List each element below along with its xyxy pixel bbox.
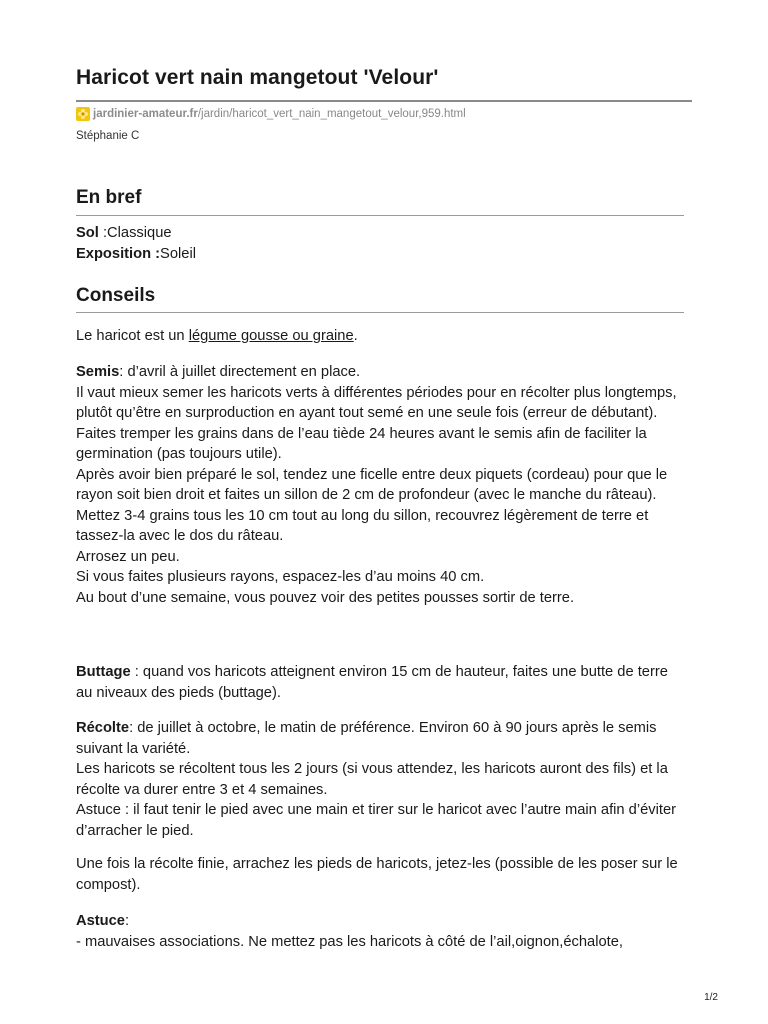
page-title: Haricot vert nain mangetout 'Velour' — [76, 66, 439, 89]
source-domain[interactable]: jardinier-amateur.fr — [93, 108, 198, 120]
sol-line — [76, 223, 688, 244]
conseils-divider — [76, 312, 684, 313]
astuce-separator: : — [124, 913, 130, 929]
intro-suffix: . — [353, 328, 358, 344]
semis-label: Semis — [76, 364, 120, 380]
astuce-paragraph — [76, 911, 688, 952]
buttage-paragraph — [76, 662, 688, 703]
semis-line: Après avoir bien préparé le sol, tendez une ficelle entre deux piquets (cordeau) pour que le rayon soit bien droit et faites un sillon de 2 cm de profondeur (avec le manche du râteau). — [76, 466, 668, 503]
recolte-paragraph — [76, 718, 688, 841]
semis-line: Il vaut mieux semer les haricots verts à différentes périodes pour en récolter plus longtemps, plutôt qu’être en surproduction en ayant tout semé en une seule fois (erreur de débutant). — [76, 384, 677, 421]
buttage-text: : quand vos haricots atteignent environ 15 cm de hauteur, faites une butte de terre au niveaux des pieds (buttage). — [76, 664, 668, 701]
recolte-line: Astuce : il faut tenir le pied avec une main et tirer sur le haricot avec l’autre main afin d’éviter d’arracher le pied. — [76, 802, 677, 839]
buttage-label: Buttage — [76, 664, 131, 680]
semis-text: : d’avril à juillet directement en place. — [119, 364, 361, 380]
intro-prefix: Le haricot est un — [76, 328, 189, 344]
legume-gousse-link[interactable]: légume gousse ou graine — [188, 328, 354, 344]
astuce-line: - mauvaises associations. Ne mettez pas les haricots à côté de l’ail,oignon,échalote, — [76, 933, 623, 950]
fin-recolte-text: Une fois la récolte finie, arrachez les pieds de haricots, jetez-les (possible de les poser sur le compost). — [76, 856, 678, 893]
title-divider — [76, 100, 692, 102]
exposition-label: Exposition : — [76, 245, 161, 262]
page-number: 1/2 — [704, 992, 718, 1003]
source-url[interactable] — [76, 107, 466, 121]
sol-separator: : — [98, 225, 108, 241]
fin-recolte-paragraph — [76, 854, 688, 895]
recolte-label: Récolte — [76, 720, 130, 736]
section-heading-conseils: Conseils — [76, 285, 156, 306]
sol-value: Classique — [107, 225, 172, 241]
sol-label: Sol — [76, 225, 99, 241]
en-bref-divider — [76, 215, 684, 216]
author-name: Stéphanie C — [76, 130, 140, 142]
en-bref-content — [76, 223, 688, 264]
semis-line: Au bout d’une semaine, vous pouvez voir des petites pousses sortir de terre. — [76, 589, 575, 606]
flower-favicon-icon — [76, 107, 90, 121]
semis-line: Faites tremper les grains dans de l’eau tiède 24 heures avant le semis afin de faciliter la germination (pas toujours utile). — [76, 425, 647, 462]
semis-paragraph — [76, 362, 688, 608]
intro-paragraph — [76, 326, 688, 347]
astuce-label: Astuce — [76, 913, 125, 929]
semis-line: Si vous faites plusieurs rayons, espacez-les d’au moins 40 cm. — [76, 569, 485, 585]
recolte-text: : de juillet à octobre, le matin de préférence. Environ 60 à 90 jours après le semis suivant la variété. — [76, 720, 657, 757]
semis-line: Mettez 3-4 grains tous les 10 cm tout au long du sillon, recouvrez légèrement de terre et tassez-la avec le dos du râteau. — [76, 507, 649, 544]
exposition-value: Soleil — [160, 245, 196, 262]
recolte-line: Les haricots se récoltent tous les 2 jours (si vous attendez, les haricots auront des fils) et la récolte va durer entre 3 et 4 semaines. — [76, 761, 668, 798]
semis-line: Arrosez un peu. — [76, 548, 180, 565]
exposition-line — [76, 244, 688, 265]
section-heading-en-bref: En bref — [76, 187, 142, 208]
source-path[interactable]: /jardin/haricot_vert_nain_mangetout_velour,959.html — [197, 108, 466, 120]
